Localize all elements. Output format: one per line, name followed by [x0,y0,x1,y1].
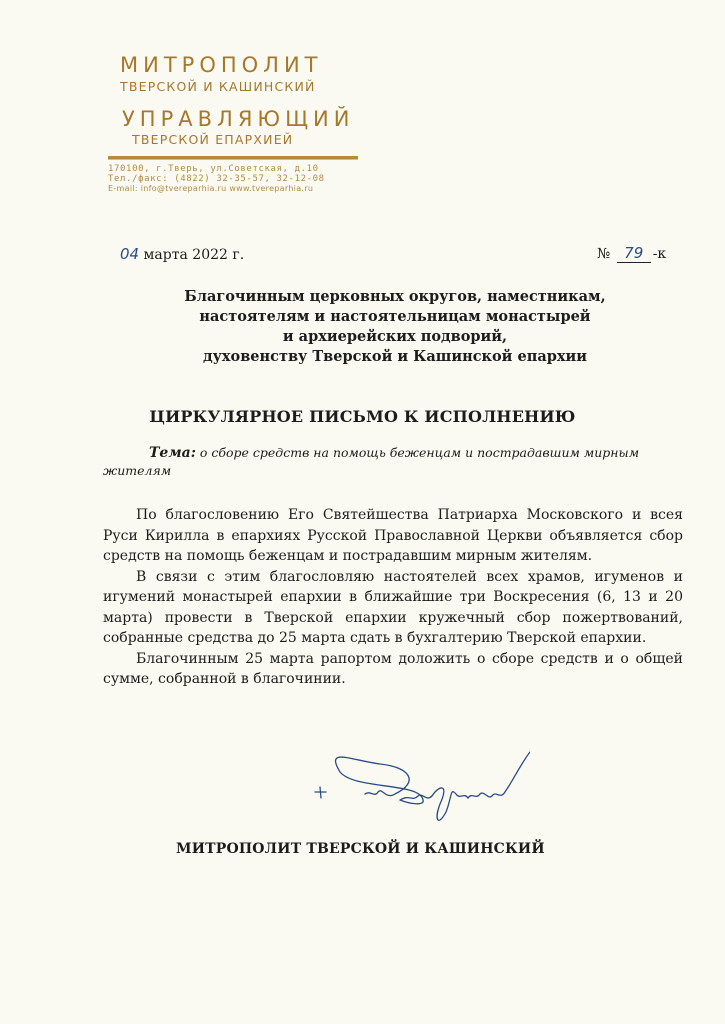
addressee-line: духовенству Тверской и Кашинской епархии [202,348,588,365]
letterhead-address: 170100, г.Тверь, ул.Советская, д.10 [108,164,319,174]
letterhead-role: УПРАВЛЯЮЩИЙ [122,107,355,131]
letter-body [103,505,683,690]
number-value-handwritten: 79 [624,244,644,262]
letter-number [597,245,666,263]
letterhead-email-web: E-mail: info@tvereparhia.ru www.tvereparhia.ru [108,184,314,193]
addressee-line: и архиерейских подворий, [282,328,508,345]
number-prefix: № [597,246,611,262]
letterhead-diocese: ТВЕРСКОЙ ЕПАРХИЕЙ [132,132,294,147]
letterhead-subtitle: ТВЕРСКОЙ И КАШИНСКИЙ [120,79,316,94]
document-title: ЦИРКУЛЯРНОЕ ПИСЬМО К ИСПОЛНЕНИЮ [149,407,576,426]
addressee-line: настоятелям и настоятельницам монастырей [199,308,591,325]
addressee-line: Благочинным церковных округов, наместникам, [184,288,606,305]
topic-block [103,444,683,479]
body-paragraph: Благочинным 25 марта рапортом доложить о сборе средств и о общей сумме, собранной в благочинии. [103,650,683,687]
letterhead-phone: Тел./факс: (4822) 32-35-57, 32-12-08 [108,174,325,184]
addressee-block [170,287,620,367]
date-rest: марта 2022 г. [143,247,245,263]
body-paragraph: В связи с этим благословляю настоятелей всех храмов, игуменов и игумений монастырей епархии в ближайшие три Воскресения (6, 13 и 20 марта) провести в Тверской епархии кружечный сбор пожертвований, собранные средства до 25 марта сдать в бухгалтерию Тверской епархии. [103,568,683,646]
letterhead-contacts [108,164,325,194]
topic-label: Тема: [149,445,196,461]
letterhead-rule [108,156,358,160]
date-day-handwritten: 04 [120,245,140,263]
topic-text: о сборе средств на помощь беженцам и пострадавшим мирным [199,445,640,460]
letter-date [120,245,244,263]
topic-text-continued: жителям [103,463,172,478]
signer-title: МИТРОПОЛИТ ТВЕРСКОЙ И КАШИНСКИЙ [176,841,545,857]
handwritten-signature [300,742,530,842]
number-suffix: -к [652,246,667,262]
body-paragraph: По благословению Его Святейшества Патриарха Московского и всея Руси Кирилла в епархиях Русской Православной Церкви объявляется сбор средств на помощь беженцам и пострадавшим мирным жителям. [103,507,683,564]
letterhead-title: МИТРОПОЛИТ [120,53,323,77]
